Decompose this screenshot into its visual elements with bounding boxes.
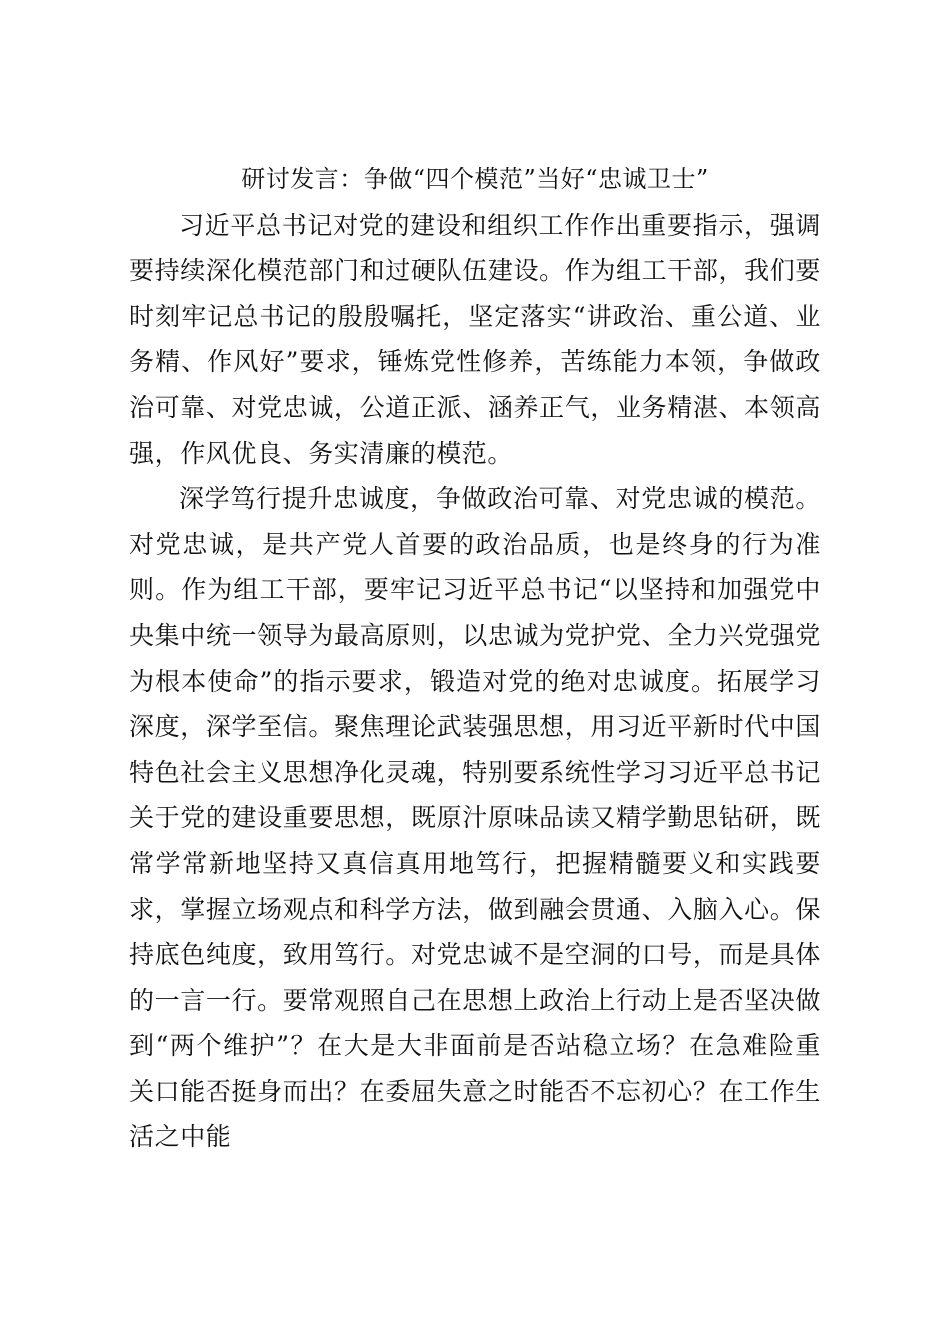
paragraph-intro: 习近平总书记对党的建设和组织工作作出重要指示，强调要持续深化模范部门和过硬队伍建设。作为组工干部，我们要时刻牢记总书记的殷殷嘱托，坚定落实“讲政治、重公道、业务精、作风好”要求，锤炼党性修养，苦练能力本领，争做政治可靠、对党忠诚，公道正派、涵养正气，业务精湛、本领高强，作风优良、务实清廉的模范。 xyxy=(129,210,821,468)
document-body xyxy=(129,157,821,1160)
document-title: 研讨发言：争做“四个模范”当好“忠诚卫士” xyxy=(241,165,709,193)
paragraph-loyalty: 深学笃行提升忠诚度，争做政治可靠、对党忠诚的模范。对党忠诚，是共产党人首要的政治品质，也是终身的行为准则。作为组工干部，要牢记习近平总书记“以坚持和加强党中央集中统一领导为最高原则，以忠诚为党护党、全力兴党强党为根本使命”的指示要求，锻造对党的绝对忠诚度。拓展学习深度，深学至信。聚焦理论武装强思想，用习近平新时代中国特色社会主义思想净化灵魂，特别要系统性学习习近平总书记关于党的建设重要思想，既原汁原味品读又精学勤思钻研，既常学常新地坚持又真信真用地笃行，把握精髓要义和实践要求，掌握立场观点和科学方法，做到融会贯通、入脑入心。保持底色纯度，致用笃行。对党忠诚不是空洞的口号，而是具体的一言一行。要常观照自己在思想上政治上行动上是否坚决做到“两个维护”？在大是大非面前是否站稳立场？在急难险重关口能否挺身而出？在委屈失意之时能否不忘初心？在工作生活之中能 xyxy=(129,484,821,1152)
